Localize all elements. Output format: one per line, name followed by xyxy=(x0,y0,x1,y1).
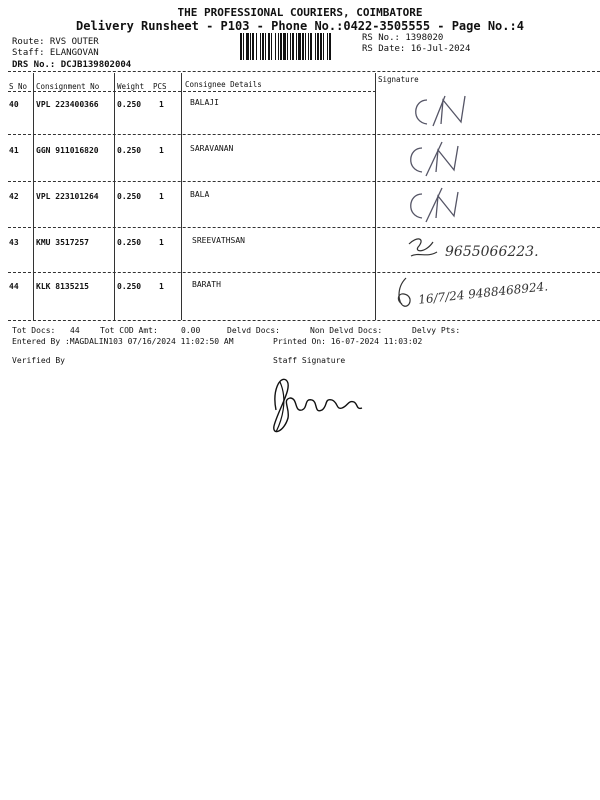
row-consignment: VPL 223101264 xyxy=(36,192,99,201)
row-separator xyxy=(8,134,600,135)
company-name: THE PROFESSIONAL COURIERS, COIMBATORE xyxy=(177,6,423,19)
col-header-signature: Signature xyxy=(378,75,419,84)
signature-handwriting xyxy=(400,140,480,180)
column-divider xyxy=(114,73,115,320)
row-consignee: BALAJI xyxy=(190,98,219,107)
col-header-pcs: PCS xyxy=(153,82,167,91)
row-sno: 42 xyxy=(9,192,19,201)
row-pcs: 1 xyxy=(159,238,164,247)
signature-phone-number: 9655066223. xyxy=(445,244,539,260)
staff-label: Staff: ELANGOVAN xyxy=(12,48,99,58)
barcode-image xyxy=(240,33,355,60)
rs-number: RS No.: 1398020 xyxy=(362,33,444,43)
row-pcs: 1 xyxy=(159,192,164,201)
column-divider xyxy=(33,73,34,320)
row-consignee: BARATH xyxy=(192,280,221,289)
non-delvd-docs-label: Non Delvd Docs: xyxy=(310,326,383,335)
row-consignment: KMU 3517257 xyxy=(36,238,89,247)
col-header-weight: Weight xyxy=(117,82,145,91)
staff-signature-scribble xyxy=(268,370,368,440)
tot-cod-label: Tot COD Amt: xyxy=(100,326,158,335)
row-consignment: GGN 911016820 xyxy=(36,146,99,155)
tot-docs-label: Tot Docs: xyxy=(12,326,56,335)
row-weight: 0.250 xyxy=(117,282,142,291)
row-consignee: SARAVANAN xyxy=(190,144,234,153)
table-top-rule xyxy=(8,71,600,72)
row-consignee: BALA xyxy=(190,190,210,199)
staff-signature-label: Staff Signature xyxy=(273,356,346,365)
barcode-bar xyxy=(331,33,332,60)
row-consignment: KLK 8135215 xyxy=(36,282,89,291)
row-weight: 0.250 xyxy=(117,192,142,201)
row-sno: 40 xyxy=(9,100,19,109)
route-label: Route: RVS OUTER xyxy=(12,37,99,47)
row-pcs: 1 xyxy=(159,282,164,291)
drs-number: DRS No.: DCJB139802004 xyxy=(12,60,132,70)
row-separator xyxy=(8,181,600,182)
row-weight: 0.250 xyxy=(117,238,142,247)
table-bottom-rule xyxy=(8,320,600,321)
row-pcs: 1 xyxy=(159,146,164,155)
row-sno: 43 xyxy=(9,238,19,247)
row-consignee: SREEVATHSAN xyxy=(192,236,245,245)
tot-cod-value: 0.00 xyxy=(181,326,201,335)
rs-date: RS Date: 16-Jul-2024 xyxy=(362,44,471,54)
signature-scribble xyxy=(394,276,418,310)
row-weight: 0.250 xyxy=(117,100,142,109)
row-pcs: 1 xyxy=(159,100,164,109)
tot-docs-value: 44 xyxy=(70,326,80,335)
column-divider xyxy=(181,73,182,320)
verified-by-label: Verified By xyxy=(12,356,65,365)
row-separator xyxy=(8,272,600,273)
signature-handwriting xyxy=(405,92,485,132)
signature-date-phone: 16/7/24 9488468924. xyxy=(417,279,549,307)
col-header-consignee: Consignee Details xyxy=(185,80,262,89)
row-sno: 44 xyxy=(9,282,19,291)
row-sno: 41 xyxy=(9,146,19,155)
col-header-consignment: Consignment No xyxy=(36,82,100,91)
signature-handwriting xyxy=(400,186,480,226)
delvd-docs-label: Delvd Docs: xyxy=(227,326,280,335)
runsheet-title: Delivery Runsheet - P103 - Phone No.:0422-3505555 - Page No.:4 xyxy=(76,19,524,33)
printed-on: Printed On: 16-07-2024 11:03:02 xyxy=(273,337,423,346)
delvy-pts-label: Delvy Pts: xyxy=(412,326,461,335)
column-divider xyxy=(375,73,376,320)
signature-scribble xyxy=(405,234,445,264)
col-header-sno: S No xyxy=(9,82,28,91)
table-header-rule xyxy=(8,91,376,92)
row-weight: 0.250 xyxy=(117,146,142,155)
entered-by: Entered By :MAGDALIN103 07/16/2024 11:02:50 AM xyxy=(12,337,234,346)
row-consignment: VPL 223400366 xyxy=(36,100,99,109)
row-separator xyxy=(8,227,600,228)
